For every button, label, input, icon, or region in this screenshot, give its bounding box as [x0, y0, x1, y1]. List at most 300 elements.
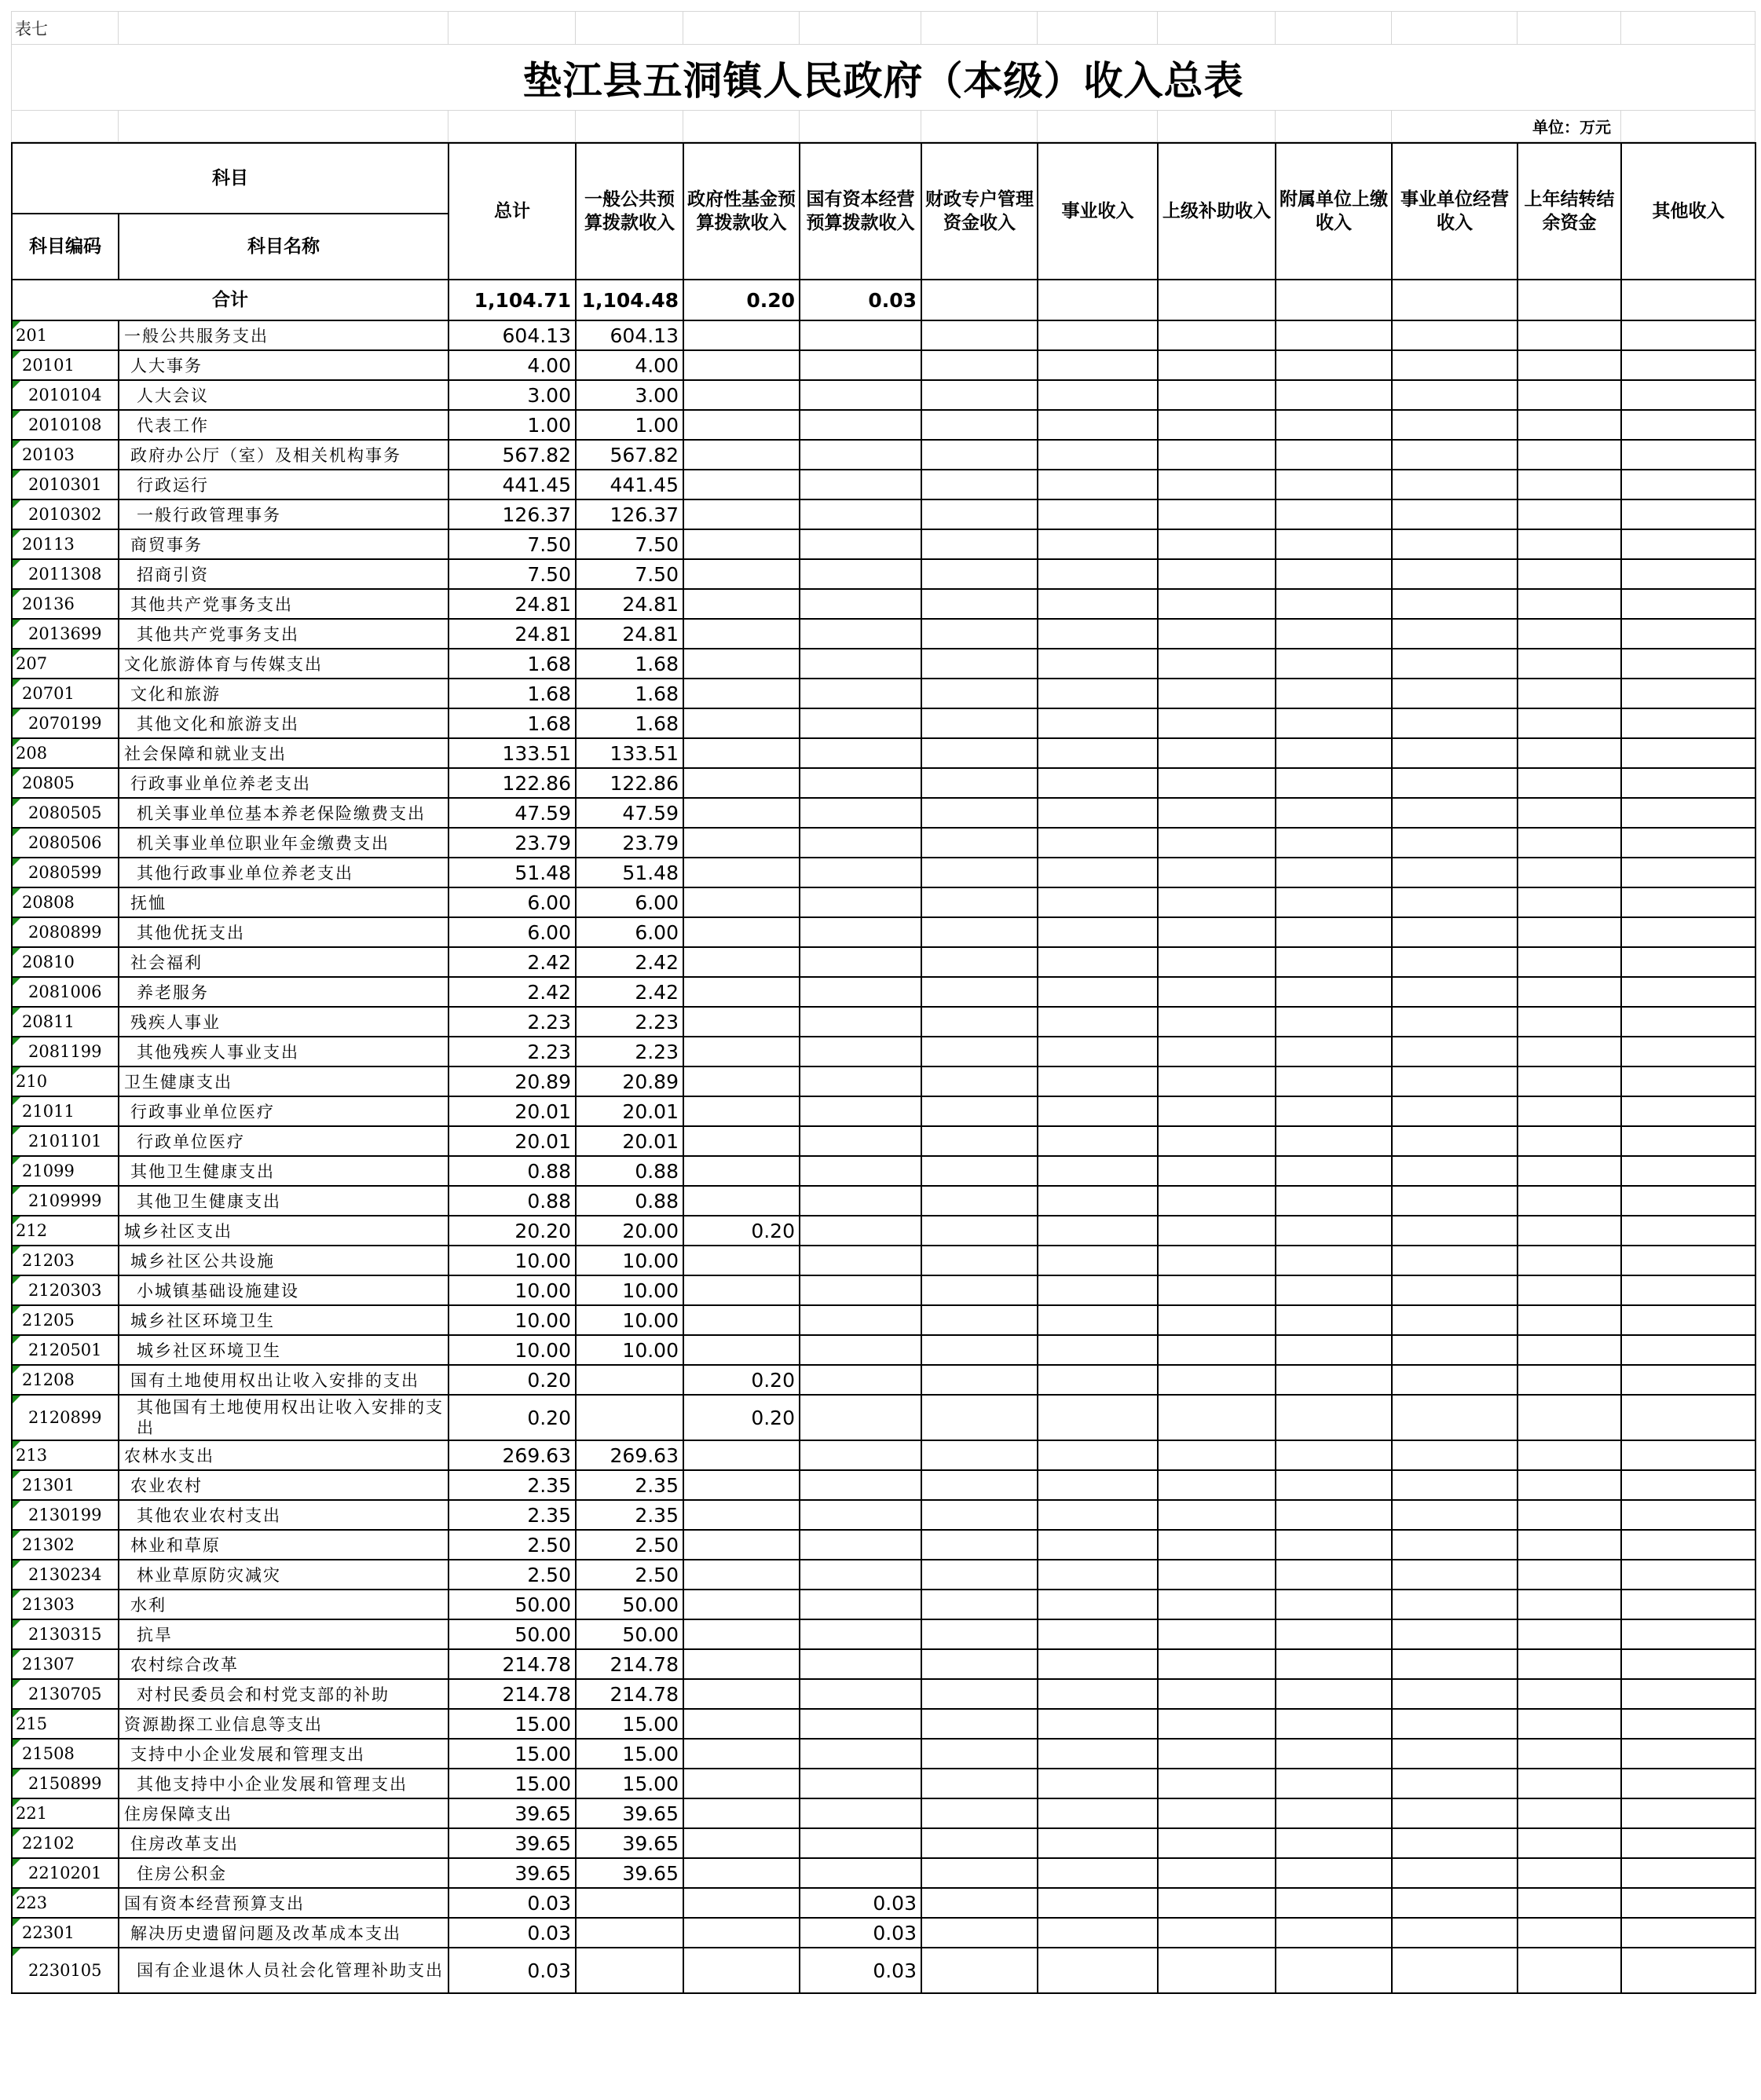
- empty-cell: [1392, 768, 1518, 798]
- row-general-budget: 0.88: [576, 1156, 683, 1186]
- empty-cell: [1158, 1500, 1276, 1530]
- row-state-capital: [800, 1440, 921, 1470]
- table-row: [12, 1470, 1756, 1500]
- row-general-budget: 23.79: [576, 828, 683, 858]
- empty-cell: [1276, 1126, 1392, 1156]
- row-code: [12, 1246, 119, 1275]
- table-row: [12, 1530, 1756, 1560]
- cell-flag-icon: [13, 948, 20, 956]
- table-row: [12, 619, 1756, 649]
- empty-cell: [921, 858, 1038, 887]
- empty-cell: [1392, 1649, 1518, 1679]
- empty-cell: [1621, 499, 1756, 529]
- cell-flag-icon: [13, 1740, 20, 1747]
- row-state-capital: [800, 887, 921, 917]
- empty-cell: [1518, 1305, 1621, 1335]
- empty-cell: [1038, 917, 1158, 947]
- empty-cell: [1158, 470, 1276, 499]
- empty-cell: [1518, 768, 1621, 798]
- row-state-capital: [800, 1037, 921, 1066]
- row-gov-fund: [683, 1470, 800, 1500]
- empty-cell: [1621, 738, 1756, 768]
- row-gov-fund: [683, 977, 800, 1007]
- empty-cell: [1158, 1798, 1276, 1828]
- row-code: [12, 1365, 119, 1395]
- empty-cell: [1276, 1395, 1392, 1440]
- table-row: [12, 708, 1756, 738]
- row-code: [12, 1679, 119, 1709]
- row-general-budget: 15.00: [576, 1769, 683, 1798]
- empty-cell: [1621, 1560, 1756, 1590]
- row-total: 2.35: [448, 1500, 576, 1530]
- row-code: [12, 1305, 119, 1335]
- row-gov-fund: [683, 1590, 800, 1619]
- cell-flag-icon: [13, 470, 20, 478]
- empty-cell: [1518, 917, 1621, 947]
- empty-cell: [1158, 1335, 1276, 1365]
- row-gov-fund: [683, 1440, 800, 1470]
- cell-flag-icon: [13, 1560, 20, 1568]
- empty-cell: [1158, 1126, 1276, 1156]
- empty-cell: [1518, 738, 1621, 768]
- table-row: [12, 1500, 1756, 1530]
- row-total: 23.79: [448, 828, 576, 858]
- row-code-text: 215: [16, 1714, 48, 1733]
- row-code: [12, 1470, 119, 1500]
- empty-cell: [1158, 1769, 1276, 1798]
- empty-cell: [1621, 1619, 1756, 1649]
- row-general-budget: 214.78: [576, 1649, 683, 1679]
- header-subject: 科目: [12, 143, 448, 214]
- row-name: 一般公共服务支出: [119, 320, 448, 350]
- empty-cell: [1038, 589, 1158, 619]
- empty-cell: [1038, 768, 1158, 798]
- empty-cell: [1621, 1470, 1756, 1500]
- row-total: 2.23: [448, 1007, 576, 1037]
- row-total: 15.00: [448, 1739, 576, 1769]
- row-code: [12, 1156, 119, 1186]
- empty-cell: [1276, 798, 1392, 828]
- row-total: 24.81: [448, 589, 576, 619]
- empty-cell: [1621, 380, 1756, 410]
- row-total: 39.65: [448, 1798, 576, 1828]
- empty-cell: [1276, 320, 1392, 350]
- row-code: [12, 1709, 119, 1739]
- row-state-capital: [800, 380, 921, 410]
- empty-cell: [1392, 1530, 1518, 1560]
- empty-cell: [1518, 1918, 1621, 1948]
- row-state-capital: [800, 1275, 921, 1305]
- empty-cell: [1276, 1619, 1392, 1649]
- row-code-text: 2080899: [28, 923, 102, 942]
- empty-cell: [1392, 1769, 1518, 1798]
- row-gov-fund: [683, 1126, 800, 1156]
- table-row: [12, 679, 1756, 708]
- row-code: [12, 529, 119, 559]
- row-total: 122.86: [448, 768, 576, 798]
- row-total: 604.13: [448, 320, 576, 350]
- empty-cell: [1038, 1679, 1158, 1709]
- empty-cell: [1518, 977, 1621, 1007]
- empty-cell: [1621, 1679, 1756, 1709]
- empty-cell: [1621, 947, 1756, 977]
- empty-cell: [1392, 947, 1518, 977]
- row-total: 214.78: [448, 1679, 576, 1709]
- row-total: 0.03: [448, 1948, 576, 1993]
- row-code-text: 20113: [22, 535, 75, 554]
- empty-cell: [921, 1679, 1038, 1709]
- empty-cell: [1276, 410, 1392, 440]
- row-code: [12, 320, 119, 350]
- empty-cell: [1276, 1096, 1392, 1126]
- row-state-capital: [800, 708, 921, 738]
- row-general-budget: [576, 1395, 683, 1440]
- row-name: 行政事业单位养老支出: [119, 768, 448, 798]
- row-general-budget: 122.86: [576, 768, 683, 798]
- row-name: 国有资本经营预算支出: [119, 1888, 448, 1918]
- row-gov-fund: [683, 1769, 800, 1798]
- row-name: 其他共产党事务支出: [119, 589, 448, 619]
- empty-cell: [1158, 887, 1276, 917]
- row-total: 51.48: [448, 858, 576, 887]
- row-name: 其他农业农村支出: [119, 1500, 448, 1530]
- row-code: [12, 858, 119, 887]
- row-name: 林业和草原: [119, 1530, 448, 1560]
- empty-cell: [1158, 380, 1276, 410]
- row-total: 1.68: [448, 679, 576, 708]
- row-code-text: 2130199: [28, 1505, 102, 1524]
- empty-cell: [1038, 1395, 1158, 1440]
- row-gov-fund: [683, 1679, 800, 1709]
- row-total: 0.03: [448, 1888, 576, 1918]
- row-gov-fund: [683, 1619, 800, 1649]
- row-code-text: 207: [16, 654, 48, 673]
- empty-cell: [1518, 1858, 1621, 1888]
- row-code-text: 2010301: [28, 475, 102, 494]
- row-total: 10.00: [448, 1305, 576, 1335]
- empty-cell: [1518, 470, 1621, 499]
- empty-cell: [1038, 320, 1158, 350]
- row-gov-fund: [683, 1096, 800, 1126]
- empty-cell: [1621, 679, 1756, 708]
- row-name: 其他共产党事务支出: [119, 619, 448, 649]
- empty-cell: [1038, 1739, 1158, 1769]
- row-gov-fund: [683, 1709, 800, 1739]
- row-gov-fund: [683, 828, 800, 858]
- row-state-capital: [800, 828, 921, 858]
- empty-cell: [1518, 708, 1621, 738]
- empty-cell: [1038, 1275, 1158, 1305]
- empty-cell: [1276, 887, 1392, 917]
- empty-cell: [1621, 1007, 1756, 1037]
- cell-flag-icon: [13, 1531, 20, 1538]
- table-row: [12, 1679, 1756, 1709]
- empty-cell: [1276, 1798, 1392, 1828]
- cell-flag-icon: [13, 1680, 20, 1688]
- empty-cell: [1158, 1096, 1276, 1126]
- row-gov-fund: [683, 1798, 800, 1828]
- row-total: 15.00: [448, 1709, 576, 1739]
- cell-flag-icon: [13, 1859, 20, 1867]
- empty-cell: [921, 529, 1038, 559]
- unit-label: 单位：万元: [1392, 111, 1621, 142]
- header-code: 科目编码: [12, 214, 119, 280]
- row-code-text: 221: [16, 1804, 48, 1823]
- empty-cell: [1621, 977, 1756, 1007]
- row-name: 国有土地使用权出让收入安排的支出: [119, 1365, 448, 1395]
- table-row: [12, 1365, 1756, 1395]
- empty-cell: [1276, 559, 1392, 589]
- row-gov-fund: [683, 1649, 800, 1679]
- empty-cell: [1518, 529, 1621, 559]
- empty-cell: [1621, 1186, 1756, 1216]
- empty-cell: [1158, 1858, 1276, 1888]
- row-general-budget: [576, 1918, 683, 1948]
- row-state-capital: [800, 410, 921, 440]
- row-code: [12, 1918, 119, 1948]
- row-name: 其他卫生健康支出: [119, 1156, 448, 1186]
- empty-cell: [1276, 1186, 1392, 1216]
- row-code-text: 2120501: [28, 1341, 102, 1359]
- row-code: [12, 1769, 119, 1798]
- cell-flag-icon: [13, 1366, 20, 1374]
- empty-cell: [921, 977, 1038, 1007]
- empty-cell: [921, 1828, 1038, 1858]
- row-general-budget: 604.13: [576, 320, 683, 350]
- empty-cell: [1621, 858, 1756, 887]
- empty-cell: [1518, 1037, 1621, 1066]
- row-name: 资源勘探工业信息等支出: [119, 1709, 448, 1739]
- empty-cell: [1038, 1305, 1158, 1335]
- row-code-text: 20810: [22, 953, 75, 971]
- empty-cell: [1518, 1246, 1621, 1275]
- empty-cell: [1038, 1186, 1158, 1216]
- row-code-text: 2120899: [28, 1408, 102, 1427]
- empty-cell: [1392, 798, 1518, 828]
- cell-flag-icon: [13, 321, 20, 329]
- empty-cell: [921, 1888, 1038, 1918]
- empty-cell: [1276, 1156, 1392, 1186]
- row-general-budget: 20.01: [576, 1096, 683, 1126]
- row-code-text: 201: [16, 326, 48, 345]
- row-code-text: 21011: [22, 1102, 75, 1121]
- table-row: [12, 1619, 1756, 1649]
- row-name: 抗旱: [119, 1619, 448, 1649]
- row-code-text: 21208: [22, 1370, 75, 1389]
- row-code: [12, 649, 119, 679]
- empty-cell: [1518, 380, 1621, 410]
- cell-flag-icon: [13, 649, 20, 657]
- row-code-text: 2070199: [28, 714, 102, 733]
- empty-cell: [921, 589, 1038, 619]
- empty-cell: [1392, 1679, 1518, 1709]
- empty-cell: [1392, 350, 1518, 380]
- row-name: 支持中小企业发展和管理支出: [119, 1739, 448, 1769]
- empty-cell: [1621, 1275, 1756, 1305]
- table-row: [12, 1126, 1756, 1156]
- row-total: 6.00: [448, 917, 576, 947]
- row-state-capital: [800, 1709, 921, 1739]
- row-code-text: 2080599: [28, 863, 102, 882]
- cell-flag-icon: [13, 1501, 20, 1509]
- row-state-capital: [800, 470, 921, 499]
- empty-cell: [1621, 1888, 1756, 1918]
- empty-cell: [1158, 1440, 1276, 1470]
- row-code-text: 20103: [22, 445, 75, 464]
- row-total: 1.68: [448, 708, 576, 738]
- empty-cell: [1158, 1365, 1276, 1395]
- empty-cell: [1158, 1560, 1276, 1590]
- empty-cell: [1276, 768, 1392, 798]
- row-state-capital: [800, 768, 921, 798]
- empty-cell: [1518, 1066, 1621, 1096]
- empty-cell: [1276, 977, 1392, 1007]
- empty-cell: [1392, 1275, 1518, 1305]
- row-code: [12, 1500, 119, 1530]
- row-code-text: 21302: [22, 1535, 75, 1554]
- empty-cell: [1621, 1037, 1756, 1066]
- row-code: [12, 738, 119, 768]
- row-gov-fund: [683, 1305, 800, 1335]
- empty-cell: [1621, 1500, 1756, 1530]
- empty-cell: [1392, 440, 1518, 470]
- empty-cell: [1621, 917, 1756, 947]
- empty-cell: [1158, 1156, 1276, 1186]
- row-name: 社会福利: [119, 947, 448, 977]
- empty-cell: [1392, 1500, 1518, 1530]
- empty-cell: [1621, 1066, 1756, 1096]
- empty-cell: [1392, 1470, 1518, 1500]
- empty-cell: [1276, 649, 1392, 679]
- row-total: 567.82: [448, 440, 576, 470]
- header-superior-subsidy: 上级补助收入: [1158, 143, 1276, 280]
- empty-cell: [1276, 1500, 1392, 1530]
- row-code-text: 223: [16, 1893, 48, 1912]
- row-general-budget: 126.37: [576, 499, 683, 529]
- row-gov-fund: [683, 1156, 800, 1186]
- row-gov-fund: [683, 738, 800, 768]
- empty-cell: [1392, 738, 1518, 768]
- empty-cell: [921, 1335, 1038, 1365]
- empty-cell: [921, 1216, 1038, 1246]
- row-name: 政府办公厅（室）及相关机构事务: [119, 440, 448, 470]
- row-code: [12, 1649, 119, 1679]
- cell-flag-icon: [13, 1769, 20, 1777]
- row-state-capital: [800, 649, 921, 679]
- header-general-budget: 一般公共预算拨款收入: [576, 143, 683, 280]
- empty-cell: [1276, 1007, 1392, 1037]
- empty-cell: [1518, 1096, 1621, 1126]
- empty-cell: [1038, 1096, 1158, 1126]
- empty-cell: [1392, 649, 1518, 679]
- row-state-capital: [800, 917, 921, 947]
- row-code: [12, 887, 119, 917]
- empty-cell: [1158, 1037, 1276, 1066]
- cell-flag-icon: [13, 1889, 20, 1897]
- row-code-text: 21303: [22, 1595, 75, 1614]
- row-state-capital: [800, 1126, 921, 1156]
- empty-cell: [1038, 1619, 1158, 1649]
- cell-flag-icon: [13, 441, 20, 448]
- empty-cell: [921, 1186, 1038, 1216]
- row-name: 招商引资: [119, 559, 448, 589]
- table-row: [12, 350, 1756, 380]
- row-gov-fund: [683, 1948, 800, 1993]
- total-row-general: 1,104.48: [576, 280, 683, 320]
- row-state-capital: [800, 1216, 921, 1246]
- empty-cell: [1621, 1156, 1756, 1186]
- row-gov-fund: [683, 858, 800, 887]
- row-code: [12, 1066, 119, 1096]
- table-row: [12, 320, 1756, 350]
- cell-flag-icon: [13, 1127, 20, 1135]
- row-code-text: 2080505: [28, 803, 102, 822]
- empty-cell: [1518, 947, 1621, 977]
- empty-cell: [921, 1126, 1038, 1156]
- row-total: 50.00: [448, 1590, 576, 1619]
- row-state-capital: [800, 589, 921, 619]
- empty-cell: [1621, 1305, 1756, 1335]
- row-name: 行政运行: [119, 470, 448, 499]
- empty-cell: [1276, 1560, 1392, 1590]
- empty-cell: [1392, 1440, 1518, 1470]
- empty-cell: [1158, 499, 1276, 529]
- row-state-capital: [800, 1798, 921, 1828]
- empty-cell: [1158, 1470, 1276, 1500]
- table-row: [12, 1560, 1756, 1590]
- row-name: 文化和旅游: [119, 679, 448, 708]
- row-name: 其他行政事业单位养老支出: [119, 858, 448, 887]
- empty-cell: [1276, 470, 1392, 499]
- row-name: 其他文化和旅游支出: [119, 708, 448, 738]
- empty-cell: [1276, 1858, 1392, 1888]
- empty-cell: [1518, 798, 1621, 828]
- empty-cell: [1276, 529, 1392, 559]
- row-gov-fund: [683, 1858, 800, 1888]
- header-special-account: 财政专户管理资金收入: [921, 143, 1038, 280]
- empty-cell: [1038, 1066, 1158, 1096]
- empty-cell: [1038, 679, 1158, 708]
- row-gov-fund: [683, 1007, 800, 1037]
- row-code-text: 212: [16, 1221, 48, 1240]
- row-state-capital: [800, 1769, 921, 1798]
- empty-cell: [1392, 1066, 1518, 1096]
- empty-cell: [1518, 1395, 1621, 1440]
- empty-cell: [1158, 1590, 1276, 1619]
- table-row: [12, 1649, 1756, 1679]
- table-row: [12, 1858, 1756, 1888]
- row-state-capital: 0.03: [800, 1948, 921, 1993]
- empty-cell: [921, 917, 1038, 947]
- empty-cell: [1392, 1560, 1518, 1590]
- row-total: 2.35: [448, 1470, 576, 1500]
- empty-cell: [1518, 828, 1621, 858]
- row-code-text: 20136: [22, 595, 75, 613]
- row-general-budget: 1.00: [576, 410, 683, 440]
- row-general-budget: 15.00: [576, 1709, 683, 1739]
- empty-cell: [921, 738, 1038, 768]
- row-state-capital: [800, 1365, 921, 1395]
- row-code-text: 22102: [22, 1834, 75, 1853]
- empty-cell: [921, 1500, 1038, 1530]
- row-code-text: 2081199: [28, 1042, 102, 1061]
- row-gov-fund: [683, 1888, 800, 1918]
- row-code: [12, 350, 119, 380]
- row-gov-fund: [683, 559, 800, 589]
- row-state-capital: [800, 350, 921, 380]
- row-general-budget: 1.68: [576, 679, 683, 708]
- row-code-text: 21307: [22, 1655, 75, 1674]
